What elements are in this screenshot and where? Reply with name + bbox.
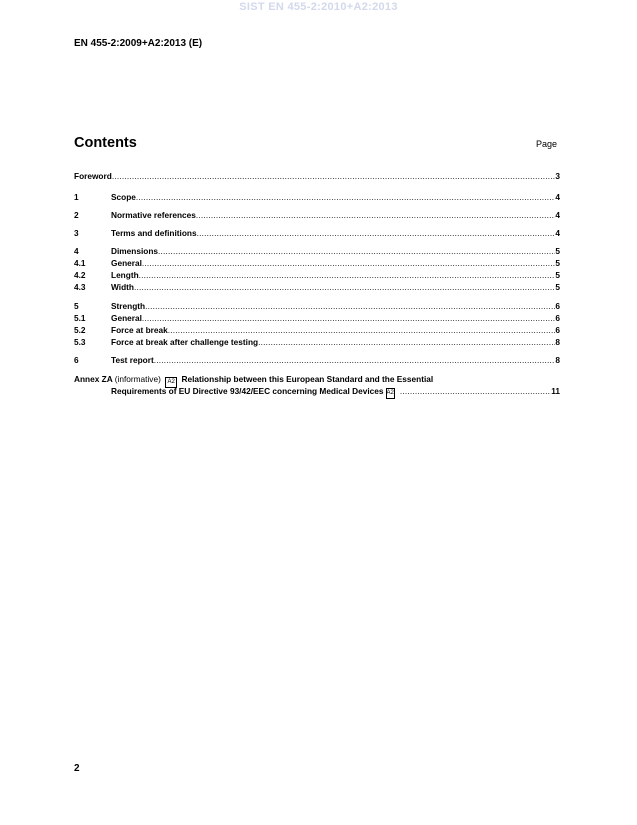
toc-entry-foreword[interactable] bbox=[74, 170, 560, 182]
toc-entry-force-at-break[interactable] bbox=[74, 324, 560, 336]
annex-kind: (informative) bbox=[114, 374, 161, 384]
toc-entry-title: Test report bbox=[111, 355, 154, 365]
toc-entry-number: 4.3 bbox=[74, 282, 86, 292]
toc-entry-page: 8 bbox=[555, 337, 560, 347]
page-column-label: Page bbox=[536, 139, 558, 149]
toc-entry-number: 6 bbox=[74, 355, 79, 365]
toc-entry-strength-general[interactable] bbox=[74, 312, 560, 324]
toc-entry-number: 5.3 bbox=[74, 337, 86, 347]
toc-entry-page: 3 bbox=[555, 171, 560, 181]
toc-entry-number: 4 bbox=[74, 246, 79, 256]
page-number: 2 bbox=[74, 763, 80, 774]
toc-entry-test-report[interactable] bbox=[74, 354, 560, 366]
toc-entry-page: 4 bbox=[555, 210, 560, 220]
toc-entry-title: Dimensions bbox=[111, 246, 159, 256]
toc-entry-page: 5 bbox=[555, 282, 560, 292]
toc-entry-width[interactable] bbox=[74, 281, 560, 293]
toc-entry-number: 2 bbox=[74, 210, 79, 220]
toc-entry-scope[interactable] bbox=[74, 191, 560, 203]
toc-entry-page: 5 bbox=[555, 270, 560, 280]
toc-entry-page: 11 bbox=[551, 386, 560, 396]
toc-entry-title: Strength bbox=[111, 301, 146, 311]
toc-entry-length[interactable] bbox=[74, 269, 560, 281]
toc-entry-strength[interactable] bbox=[74, 300, 560, 312]
annex-label: Annex ZA bbox=[74, 374, 113, 384]
annex-title-line1: Relationship between this European Standard and the Essential bbox=[181, 374, 434, 384]
document-id: EN 455-2:2009+A2:2013 (E) bbox=[74, 38, 203, 49]
toc-entry-normative-references[interactable] bbox=[74, 209, 560, 221]
toc-entry-force-at-break-after-challenge[interactable] bbox=[74, 336, 560, 348]
toc-entry-terms-and-definitions[interactable] bbox=[74, 227, 560, 239]
amendment-end-marker-icon: A2 bbox=[386, 388, 395, 399]
amendment-start-marker-icon: A2 bbox=[165, 377, 177, 388]
toc-entry-title: Width bbox=[111, 282, 134, 292]
toc-entry-title: Length bbox=[111, 270, 139, 280]
toc-entry-page: 8 bbox=[555, 355, 560, 365]
toc-entry-title: Scope bbox=[111, 192, 136, 202]
toc-entry-dimensions-general[interactable] bbox=[74, 257, 560, 269]
toc-entry-number: 1 bbox=[74, 192, 79, 202]
toc-entry-number: 5.2 bbox=[74, 325, 86, 335]
toc-entry-page: 6 bbox=[555, 313, 560, 323]
toc-entry-page: 4 bbox=[555, 192, 560, 202]
toc-entry-title: Foreword bbox=[74, 171, 112, 181]
annex-title-line2: Requirements of EU Directive 93/42/EEC concerning Medical Devices bbox=[111, 386, 384, 396]
toc-entry-title: Terms and definitions bbox=[111, 228, 197, 238]
toc-entry-number: 3 bbox=[74, 228, 79, 238]
toc-entry-page: 4 bbox=[555, 228, 560, 238]
toc-entry-page: 6 bbox=[555, 325, 560, 335]
toc-entry-title: General bbox=[111, 313, 142, 323]
toc-entry-title: Force at break after challenge testing bbox=[111, 337, 259, 347]
toc-entry-number: 4.2 bbox=[74, 270, 86, 280]
toc-entry-annex-za-line2[interactable] bbox=[111, 385, 560, 397]
toc-entry-number: 5 bbox=[74, 301, 79, 311]
toc-entry-number: 4.1 bbox=[74, 258, 86, 268]
toc-entry-page: 5 bbox=[555, 258, 560, 268]
toc-entry-number: 5.1 bbox=[74, 313, 86, 323]
toc-entry-page: 6 bbox=[555, 301, 560, 311]
toc-entry-dimensions[interactable] bbox=[74, 245, 560, 257]
toc-entry-title: General bbox=[111, 258, 142, 268]
toc-entry-page: 5 bbox=[555, 246, 560, 256]
contents-title: Contents bbox=[74, 135, 137, 151]
toc-entry-title: Force at break bbox=[111, 325, 168, 335]
toc-entry-title: Normative references bbox=[111, 210, 196, 220]
watermark: SIST EN 455-2:2010+A2:2013 bbox=[239, 1, 398, 13]
